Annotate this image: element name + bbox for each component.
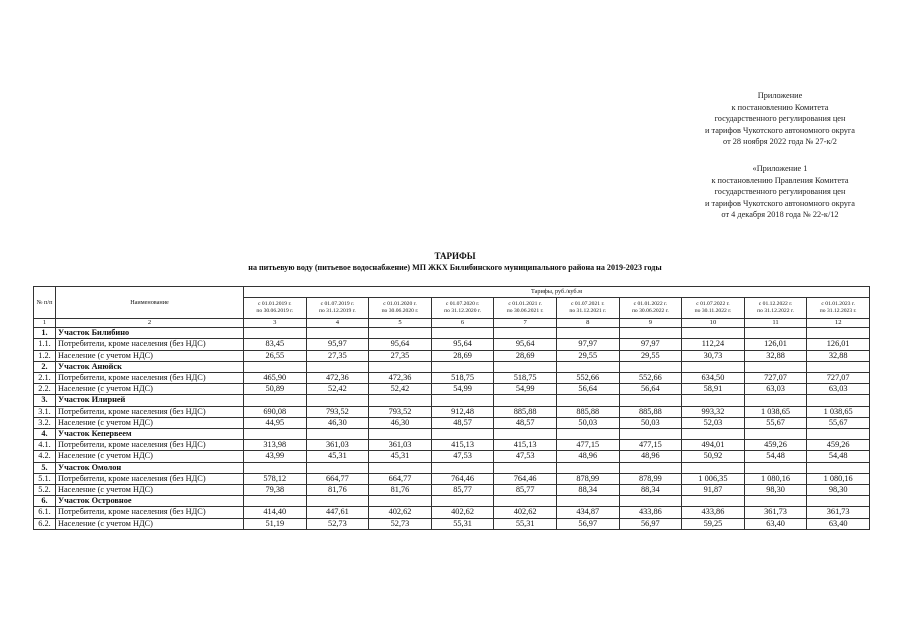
row-name: Население (с учетом НДС) bbox=[56, 451, 244, 462]
tariff-value: 885,88 bbox=[556, 406, 619, 417]
period-header bbox=[244, 298, 307, 319]
empty-cell bbox=[306, 462, 369, 473]
tariff-value: 465,90 bbox=[244, 373, 307, 384]
tariff-value: 52,73 bbox=[369, 518, 432, 529]
row-number: 4.2. bbox=[34, 451, 56, 462]
tariff-value: 85,77 bbox=[494, 485, 557, 496]
row-number: 6.1. bbox=[34, 507, 56, 518]
period-start: с 01.07.2020 г. bbox=[445, 301, 480, 308]
empty-cell bbox=[494, 462, 557, 473]
table-row bbox=[34, 350, 870, 361]
tariff-value: 552,66 bbox=[619, 373, 682, 384]
tariff-value: 50,03 bbox=[619, 417, 682, 428]
tariff-value: 54,48 bbox=[744, 451, 807, 462]
table-row bbox=[34, 406, 870, 417]
tariff-value: 27,35 bbox=[369, 350, 432, 361]
tariff-value: 433,86 bbox=[682, 507, 745, 518]
tariff-value: 58,91 bbox=[682, 384, 745, 395]
tariff-value: 518,75 bbox=[494, 373, 557, 384]
section-number: 2. bbox=[34, 361, 56, 372]
tariff-value: 993,32 bbox=[682, 406, 745, 417]
section-name: Участок Островное bbox=[56, 496, 244, 507]
tariff-value: 48,57 bbox=[494, 417, 557, 428]
tariff-value: 30,73 bbox=[682, 350, 745, 361]
tariff-value: 29,55 bbox=[619, 350, 682, 361]
tariff-value: 98,30 bbox=[807, 485, 870, 496]
row-number: 5.1. bbox=[34, 473, 56, 484]
tariff-value: 764,46 bbox=[431, 473, 494, 484]
tariff-value: 793,52 bbox=[369, 406, 432, 417]
empty-cell bbox=[306, 429, 369, 440]
tariff-value: 97,97 bbox=[556, 339, 619, 350]
empty-cell bbox=[682, 462, 745, 473]
row-number: 3.2. bbox=[34, 417, 56, 428]
section-name: Участок Анюйск bbox=[56, 361, 244, 372]
empty-cell bbox=[807, 462, 870, 473]
tariff-value: 48,96 bbox=[556, 451, 619, 462]
column-number: 2 bbox=[56, 319, 244, 328]
section-row bbox=[34, 395, 870, 406]
row-name: Население (с учетом НДС) bbox=[56, 384, 244, 395]
column-number: 7 bbox=[494, 319, 557, 328]
period-end: по 30.06.2021 г. bbox=[506, 308, 544, 315]
table-row bbox=[34, 485, 870, 496]
empty-cell bbox=[369, 462, 432, 473]
tariff-value: 447,61 bbox=[306, 507, 369, 518]
column-number: 3 bbox=[244, 319, 307, 328]
empty-cell bbox=[244, 395, 307, 406]
period-header bbox=[306, 298, 369, 319]
row-number: 4.1. bbox=[34, 440, 56, 451]
appendix-line: к постановлению Правления Комитета bbox=[711, 175, 849, 185]
tariff-value: 433,86 bbox=[619, 507, 682, 518]
appendix-line: к постановлению Комитета bbox=[731, 102, 829, 112]
period-header bbox=[807, 298, 870, 319]
empty-cell bbox=[244, 496, 307, 507]
tariff-value: 52,42 bbox=[369, 384, 432, 395]
row-name: Потребители, кроме населения (без НДС) bbox=[56, 339, 244, 350]
tariff-value: 50,03 bbox=[556, 417, 619, 428]
tariff-value: 578,12 bbox=[244, 473, 307, 484]
period-header bbox=[682, 298, 745, 319]
tariff-value: 88,34 bbox=[556, 485, 619, 496]
empty-cell bbox=[619, 429, 682, 440]
empty-cell bbox=[494, 429, 557, 440]
tariff-value: 63,40 bbox=[807, 518, 870, 529]
tariff-value: 494,01 bbox=[682, 440, 745, 451]
tariff-value: 414,40 bbox=[244, 507, 307, 518]
table-row bbox=[34, 373, 870, 384]
tariff-value: 27,35 bbox=[306, 350, 369, 361]
period-start: с 01.07.2019 г. bbox=[320, 301, 355, 308]
row-name: Потребители, кроме населения (без НДС) bbox=[56, 440, 244, 451]
tariff-value: 48,57 bbox=[431, 417, 494, 428]
tariff-value: 83,45 bbox=[244, 339, 307, 350]
empty-cell bbox=[619, 361, 682, 372]
row-name: Потребители, кроме населения (без НДС) bbox=[56, 507, 244, 518]
tariff-value: 54,48 bbox=[807, 451, 870, 462]
period-end: по 31.12.2023 г. bbox=[819, 308, 857, 315]
empty-cell bbox=[744, 395, 807, 406]
period-header bbox=[619, 298, 682, 319]
empty-cell bbox=[306, 328, 369, 339]
tariff-value: 912,48 bbox=[431, 406, 494, 417]
period-start: с 01.01.2022 г. bbox=[633, 301, 668, 308]
tariff-value: 1 006,35 bbox=[682, 473, 745, 484]
tariff-value: 47,53 bbox=[494, 451, 557, 462]
empty-cell bbox=[619, 395, 682, 406]
row-name: Потребители, кроме населения (без НДС) bbox=[56, 406, 244, 417]
tariff-value: 878,99 bbox=[619, 473, 682, 484]
empty-cell bbox=[682, 361, 745, 372]
tariff-value: 56,97 bbox=[619, 518, 682, 529]
empty-cell bbox=[494, 395, 557, 406]
empty-cell bbox=[306, 395, 369, 406]
appendix-line: Приложение bbox=[757, 91, 803, 100]
tariff-value: 1 038,65 bbox=[807, 406, 870, 417]
tariff-value: 47,53 bbox=[431, 451, 494, 462]
empty-cell bbox=[807, 361, 870, 372]
empty-cell bbox=[431, 328, 494, 339]
tariff-value: 52,42 bbox=[306, 384, 369, 395]
row-number: 1.1. bbox=[34, 339, 56, 350]
tariff-value: 46,30 bbox=[369, 417, 432, 428]
tariffs-header: Тарифы, руб./куб.м bbox=[244, 287, 870, 298]
row-number: 2.1. bbox=[34, 373, 56, 384]
empty-cell bbox=[556, 328, 619, 339]
tariff-value: 878,99 bbox=[556, 473, 619, 484]
period-end: по 31.12.2019 г. bbox=[318, 308, 356, 315]
tariff-value: 26,55 bbox=[244, 350, 307, 361]
appendix-note-original bbox=[660, 163, 900, 221]
row-number: 3.1. bbox=[34, 406, 56, 417]
tariff-value: 55,31 bbox=[431, 518, 494, 529]
column-number-row bbox=[34, 319, 870, 328]
period-header bbox=[744, 298, 807, 319]
row-name: Население (с учетом НДС) bbox=[56, 518, 244, 529]
tariff-value: 477,15 bbox=[619, 440, 682, 451]
empty-cell bbox=[494, 496, 557, 507]
table-row bbox=[34, 507, 870, 518]
tariff-value: 98,30 bbox=[744, 485, 807, 496]
empty-cell bbox=[369, 496, 432, 507]
column-number: 6 bbox=[431, 319, 494, 328]
empty-cell bbox=[244, 361, 307, 372]
tariff-value: 45,31 bbox=[369, 451, 432, 462]
tariff-value: 95,64 bbox=[494, 339, 557, 350]
section-name: Участок Омолон bbox=[56, 462, 244, 473]
row-name: Население (с учетом НДС) bbox=[56, 417, 244, 428]
tariff-value: 52,03 bbox=[682, 417, 745, 428]
period-start: с 01.01.2020 г. bbox=[383, 301, 417, 308]
row-number: 2.2. bbox=[34, 384, 56, 395]
period-start: с 01.07.2021 г. bbox=[571, 301, 605, 308]
empty-cell bbox=[494, 328, 557, 339]
row-number: 5.2. bbox=[34, 485, 56, 496]
tariff-value: 95,64 bbox=[431, 339, 494, 350]
section-number: 1. bbox=[34, 328, 56, 339]
tariff-value: 55,67 bbox=[744, 417, 807, 428]
tariff-value: 434,87 bbox=[556, 507, 619, 518]
empty-cell bbox=[244, 462, 307, 473]
appendix-line: государственного регулирования цен bbox=[714, 187, 846, 197]
empty-cell bbox=[431, 496, 494, 507]
empty-cell bbox=[244, 328, 307, 339]
empty-cell bbox=[744, 361, 807, 372]
appendix-line: государственного регулирования цен bbox=[714, 114, 846, 124]
tariff-value: 472,36 bbox=[306, 373, 369, 384]
empty-cell bbox=[619, 328, 682, 339]
empty-cell bbox=[306, 361, 369, 372]
period-end: по 31.12.2022 г. bbox=[757, 308, 794, 315]
tariff-value: 552,66 bbox=[556, 373, 619, 384]
tariff-table-body bbox=[34, 328, 870, 530]
column-number: 1 bbox=[34, 319, 56, 328]
section-row bbox=[34, 462, 870, 473]
tariff-value: 361,03 bbox=[306, 440, 369, 451]
section-name: Участок Кепервеем bbox=[56, 429, 244, 440]
empty-cell bbox=[556, 395, 619, 406]
tariff-value: 95,64 bbox=[369, 339, 432, 350]
column-number: 12 bbox=[807, 319, 870, 328]
section-row bbox=[34, 361, 870, 372]
tariff-value: 518,75 bbox=[431, 373, 494, 384]
tariff-value: 55,31 bbox=[494, 518, 557, 529]
empty-cell bbox=[744, 496, 807, 507]
appendix-line: и тарифов Чукотского автономного округа bbox=[704, 125, 855, 135]
period-start: с 01.12.2022 г. bbox=[758, 301, 793, 308]
tariff-value: 727,07 bbox=[744, 373, 807, 384]
tariff-value: 885,88 bbox=[494, 406, 557, 417]
empty-cell bbox=[556, 361, 619, 372]
empty-cell bbox=[431, 462, 494, 473]
document-subtitle: на питьевую воду (питьевое водоснабжение) МП ЖКХ Билибинского муниципального района на 2019-2023 годы bbox=[248, 263, 662, 272]
tariff-value: 63,03 bbox=[744, 384, 807, 395]
empty-cell bbox=[682, 429, 745, 440]
tariff-value: 361,73 bbox=[807, 507, 870, 518]
tariff-value: 477,15 bbox=[556, 440, 619, 451]
tariff-value: 415,13 bbox=[431, 440, 494, 451]
tariff-value: 88,34 bbox=[619, 485, 682, 496]
tariff-value: 361,73 bbox=[744, 507, 807, 518]
tariff-value: 56,64 bbox=[556, 384, 619, 395]
empty-cell bbox=[556, 496, 619, 507]
tariff-value: 50,89 bbox=[244, 384, 307, 395]
period-end: по 30.11.2022 г. bbox=[694, 308, 732, 315]
empty-cell bbox=[369, 395, 432, 406]
tariff-value: 48,96 bbox=[619, 451, 682, 462]
tariff-value: 91,87 bbox=[682, 485, 745, 496]
tariff-value: 793,52 bbox=[306, 406, 369, 417]
tariff-value: 112,24 bbox=[682, 339, 745, 350]
tariff-value: 126,01 bbox=[807, 339, 870, 350]
tariff-value: 402,62 bbox=[431, 507, 494, 518]
empty-cell bbox=[807, 328, 870, 339]
tariff-value: 1 080,16 bbox=[807, 473, 870, 484]
tariff-value: 43,99 bbox=[244, 451, 307, 462]
period-end: по 30.06.2022 г. bbox=[631, 308, 669, 315]
tariff-value: 28,69 bbox=[431, 350, 494, 361]
section-row bbox=[34, 429, 870, 440]
table-row bbox=[34, 440, 870, 451]
section-row bbox=[34, 328, 870, 339]
tariff-value: 32,88 bbox=[744, 350, 807, 361]
tariff-value: 415,13 bbox=[494, 440, 557, 451]
document-title-block bbox=[40, 250, 870, 274]
period-header bbox=[556, 298, 619, 319]
empty-cell bbox=[744, 462, 807, 473]
empty-cell bbox=[431, 429, 494, 440]
period-header bbox=[494, 298, 557, 319]
col-name-header: Наименование bbox=[56, 287, 244, 319]
column-number: 9 bbox=[619, 319, 682, 328]
period-end: по 30.06.2019 г. bbox=[256, 308, 294, 315]
section-number: 5. bbox=[34, 462, 56, 473]
tariff-value: 1 038,65 bbox=[744, 406, 807, 417]
period-start: с 01.01.2019 г. bbox=[258, 301, 292, 308]
period-start: с 01.01.2021 г. bbox=[508, 301, 542, 308]
column-number: 4 bbox=[306, 319, 369, 328]
tariff-value: 459,26 bbox=[744, 440, 807, 451]
column-number: 8 bbox=[556, 319, 619, 328]
period-start: с 01.01.2023 г. bbox=[821, 301, 855, 308]
appendix-note-current bbox=[660, 90, 900, 148]
tariff-value: 664,77 bbox=[306, 473, 369, 484]
tariff-value: 46,30 bbox=[306, 417, 369, 428]
table-row bbox=[34, 473, 870, 484]
empty-cell bbox=[619, 462, 682, 473]
tariff-value: 361,03 bbox=[369, 440, 432, 451]
empty-cell bbox=[431, 361, 494, 372]
period-header bbox=[369, 298, 432, 319]
empty-cell bbox=[556, 462, 619, 473]
tariff-value: 764,46 bbox=[494, 473, 557, 484]
row-number: 6.2. bbox=[34, 518, 56, 529]
tariff-value: 664,77 bbox=[369, 473, 432, 484]
tariff-value: 45,31 bbox=[306, 451, 369, 462]
tariff-value: 313,98 bbox=[244, 440, 307, 451]
tariff-value: 54,99 bbox=[494, 384, 557, 395]
appendix-line: и тарифов Чукотского автономного округа bbox=[704, 198, 855, 208]
tariff-value: 634,50 bbox=[682, 373, 745, 384]
tariff-value: 56,97 bbox=[556, 518, 619, 529]
period-end: по 31.12.2020 г. bbox=[444, 308, 481, 315]
tariff-value: 54,99 bbox=[431, 384, 494, 395]
tariff-value: 126,01 bbox=[744, 339, 807, 350]
empty-cell bbox=[369, 328, 432, 339]
tariff-value: 1 080,16 bbox=[744, 473, 807, 484]
empty-cell bbox=[494, 361, 557, 372]
section-name: Участок Билибино bbox=[56, 328, 244, 339]
tariff-value: 81,76 bbox=[369, 485, 432, 496]
empty-cell bbox=[682, 496, 745, 507]
tariff-value: 51,19 bbox=[244, 518, 307, 529]
tariff-value: 55,67 bbox=[807, 417, 870, 428]
document-title: ТАРИФЫ bbox=[434, 251, 476, 261]
period-header bbox=[431, 298, 494, 319]
empty-cell bbox=[244, 429, 307, 440]
tariff-value: 44,95 bbox=[244, 417, 307, 428]
tariff-value: 97,97 bbox=[619, 339, 682, 350]
section-number: 4. bbox=[34, 429, 56, 440]
empty-cell bbox=[431, 395, 494, 406]
empty-cell bbox=[744, 328, 807, 339]
column-number: 10 bbox=[682, 319, 745, 328]
period-end: по 30.06.2020 г. bbox=[381, 308, 419, 315]
table-row bbox=[34, 384, 870, 395]
tariff-value: 402,62 bbox=[369, 507, 432, 518]
tariff-value: 472,36 bbox=[369, 373, 432, 384]
empty-cell bbox=[306, 496, 369, 507]
row-number: 1.2. bbox=[34, 350, 56, 361]
row-name: Потребители, кроме населения (без НДС) bbox=[56, 473, 244, 484]
empty-cell bbox=[744, 429, 807, 440]
tariff-value: 95,97 bbox=[306, 339, 369, 350]
empty-cell bbox=[556, 429, 619, 440]
appendix-line: от 4 декабря 2018 года № 22-к/12 bbox=[721, 210, 839, 220]
tariff-value: 402,62 bbox=[494, 507, 557, 518]
appendix-line: «Приложение 1 bbox=[752, 164, 808, 173]
period-start: с 01.07.2022 г. bbox=[696, 301, 730, 308]
tariff-value: 459,26 bbox=[807, 440, 870, 451]
tariff-value: 63,40 bbox=[744, 518, 807, 529]
tariff-value: 63,03 bbox=[807, 384, 870, 395]
section-number: 3. bbox=[34, 395, 56, 406]
tariff-value: 52,73 bbox=[306, 518, 369, 529]
tariff-value: 59,25 bbox=[682, 518, 745, 529]
empty-cell bbox=[807, 395, 870, 406]
empty-cell bbox=[619, 496, 682, 507]
row-name: Население (с учетом НДС) bbox=[56, 350, 244, 361]
tariff-value: 885,88 bbox=[619, 406, 682, 417]
section-row bbox=[34, 496, 870, 507]
table-row bbox=[34, 518, 870, 529]
col-number-header: № п/п bbox=[34, 287, 56, 319]
tariff-value: 79,38 bbox=[244, 485, 307, 496]
appendix-line: от 28 ноября 2022 года № 27-к/2 bbox=[723, 137, 837, 147]
table-row bbox=[34, 339, 870, 350]
tariff-value: 81,76 bbox=[306, 485, 369, 496]
empty-cell bbox=[807, 429, 870, 440]
empty-cell bbox=[369, 429, 432, 440]
tariff-value: 727,07 bbox=[807, 373, 870, 384]
empty-cell bbox=[807, 496, 870, 507]
section-number: 6. bbox=[34, 496, 56, 507]
empty-cell bbox=[369, 361, 432, 372]
tariff-value: 29,55 bbox=[556, 350, 619, 361]
tariff-value: 85,77 bbox=[431, 485, 494, 496]
tariff-table bbox=[33, 286, 870, 530]
column-number: 11 bbox=[744, 319, 807, 328]
row-name: Население (с учетом НДС) bbox=[56, 485, 244, 496]
table-row bbox=[34, 451, 870, 462]
section-name: Участок Илирней bbox=[56, 395, 244, 406]
tariff-value: 56,64 bbox=[619, 384, 682, 395]
empty-cell bbox=[682, 328, 745, 339]
tariff-value: 32,88 bbox=[807, 350, 870, 361]
tariff-value: 50,92 bbox=[682, 451, 745, 462]
tariff-value: 28,69 bbox=[494, 350, 557, 361]
empty-cell bbox=[682, 395, 745, 406]
column-number: 5 bbox=[369, 319, 432, 328]
table-row bbox=[34, 417, 870, 428]
row-name: Потребители, кроме населения (без НДС) bbox=[56, 373, 244, 384]
period-end: по 31.12.2021 г. bbox=[569, 308, 607, 315]
tariff-value: 690,08 bbox=[244, 406, 307, 417]
